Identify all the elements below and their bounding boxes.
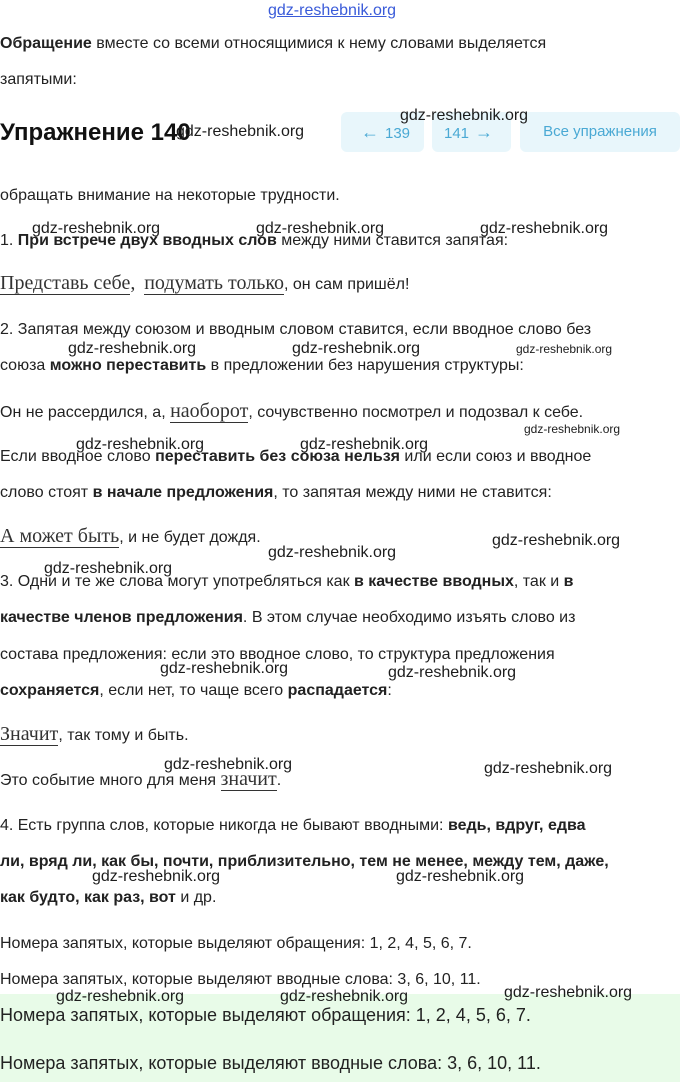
answer-line-2: Номера запятых, которые выделяют вводные слова: 3, 6, 10, 11.	[0, 1053, 541, 1073]
example-2-rest: , сочувственно посмотрел и подозвал к себе.	[248, 404, 584, 421]
watermark: gdz-reshebnik.org	[504, 984, 633, 1001]
example-3	[0, 525, 261, 548]
rule-4-l2-rest: . В этом случае необходимо изъять слово из	[242, 609, 576, 626]
watermark: gdz-reshebnik.org	[256, 220, 385, 237]
rule-2-a: союза	[0, 357, 50, 374]
watermark: gdz-reshebnik.org	[516, 342, 613, 356]
watermark: gdz-reshebnik.org	[268, 544, 397, 561]
rule-3-rest: или если союз и вводное	[399, 448, 592, 465]
watermark: gdz-reshebnik.org	[292, 340, 421, 357]
example-3-word: А может быть	[0, 525, 120, 547]
rule-3-l2-bold: в начале предложения	[92, 484, 274, 501]
arrow-left-icon: ←	[360, 122, 379, 142]
intro-bold: Обращение	[0, 35, 92, 52]
example-2-word: наоборот	[170, 400, 249, 422]
all-exercises-button[interactable]: Все упражнения	[520, 112, 680, 152]
rule-2-line-1: 2. Запятая между союзом и вводным словом ставится, если вводное слово без	[0, 321, 592, 338]
watermark: gdz-reshebnik.org	[388, 664, 517, 681]
example-5-word: значит	[220, 768, 277, 790]
rule-3-bold: переставить без союза нельзя	[155, 448, 400, 465]
rule-1-num: 1.	[0, 232, 18, 249]
watermark: gdz-reshebnik.org	[492, 532, 621, 549]
rule-4-bold-1: в качестве вводных	[354, 573, 514, 590]
rule-5-l3-rest: и др.	[175, 889, 217, 906]
rule-4-l4-end: :	[387, 682, 392, 699]
example-1-rest: , он сам пришёл!	[284, 276, 410, 293]
arrow-right-icon: →	[475, 122, 494, 142]
watermark: gdz-reshebnik.org	[92, 868, 221, 885]
example-2-a: Он не рассердился, а,	[0, 404, 171, 421]
example-4-word: Значит	[0, 723, 59, 745]
rule-3-l2-a: слово стоят	[0, 484, 93, 501]
rule-5-a: 4. Есть группа слов, которые никогда не бывают вводными:	[0, 817, 448, 834]
rule-5-bold: ведь, вдруг, едва	[447, 817, 586, 834]
watermark: gdz-reshebnik.org	[300, 436, 429, 453]
rule-3-a: Если вводное слово	[0, 448, 156, 465]
example-4	[0, 723, 189, 746]
watermark: gdz-reshebnik.org	[76, 436, 205, 453]
theory-line-attention: обращать внимание на некоторые трудности.	[0, 187, 340, 204]
example-3-rest: , и не будет дождя.	[119, 529, 261, 546]
rule-3-l2-rest: , то запятая между ними не ставится:	[273, 484, 552, 501]
intro-rest: вместе со всеми относящимися к нему словами выделяется	[91, 35, 547, 52]
example-5-end: .	[276, 772, 282, 789]
rule-4-line-2	[0, 608, 575, 628]
rule-4-l2-bold: качестве членов предложения	[0, 609, 243, 626]
rule-4-line-3: состава предложения: если это вводное слово, то структура предложения	[0, 646, 555, 663]
rule-5-line-3	[0, 888, 216, 908]
rule-4-mid: , так и	[513, 573, 564, 590]
page-title: Упражнение 140	[0, 119, 191, 146]
next-exercise-label: 141	[443, 125, 470, 142]
rule-4-bold-2: в	[563, 573, 574, 590]
rule-4-l4-bold-1: сохраняется	[0, 682, 100, 699]
rule-1-rest: между ними ставится запятая:	[276, 232, 509, 249]
rule-4-line-4	[0, 681, 392, 701]
intro-line-1	[0, 34, 546, 54]
watermark: gdz-reshebnik.org	[32, 220, 161, 237]
rule-4-l4-mid: , если нет, то чаще всего	[99, 682, 288, 699]
example-4-rest: , так тому и быть.	[58, 727, 189, 744]
intro-line-2: запятыми:	[0, 71, 77, 88]
rule-5-l3-bold: как будто, как раз, вот	[0, 889, 176, 906]
watermark: gdz-reshebnik.org	[44, 560, 173, 577]
rule-2-bold: можно переставить	[49, 357, 207, 374]
watermark: gdz-reshebnik.org	[160, 660, 289, 677]
answer-line-1: Номера запятых, которые выделяют обращения: 1, 2, 4, 5, 6, 7.	[0, 1005, 531, 1025]
example-2	[0, 400, 583, 423]
rule-1-bold: При встрече двух вводных слов	[17, 232, 277, 249]
rule-2-rest: в предложении без нарушения структуры:	[206, 357, 524, 374]
rule-4-a: 3. Одни и те же слова могут употребляться как	[0, 573, 355, 590]
watermark: gdz-reshebnik.org	[396, 868, 525, 885]
example-5-a: Это событие много для меня	[0, 772, 221, 789]
example-1-word-b: подумать только	[144, 272, 285, 294]
watermark: gdz-reshebnik.org	[480, 220, 609, 237]
example-1-word-a: Представь себе	[0, 272, 131, 294]
watermark: gdz-reshebnik.org	[484, 760, 613, 777]
rule-5-line-1	[0, 816, 586, 836]
watermark-link[interactable]: gdz-reshebnik.org	[268, 2, 397, 19]
rule-2-line-2	[0, 356, 524, 376]
watermark: gdz-reshebnik.org	[176, 123, 305, 140]
result-line-2: Номера запятых, которые выделяют вводные слова: 3, 6, 10, 11.	[0, 971, 481, 988]
watermark: gdz-reshebnik.org	[68, 340, 197, 357]
example-1	[0, 272, 409, 295]
watermark: gdz-reshebnik.org	[524, 422, 621, 436]
rule-5-l2-bold: ли, вряд ли, как бы, почти, приблизительно, тем не менее, между тем, даже,	[0, 853, 609, 870]
watermark: gdz-reshebnik.org	[164, 756, 293, 773]
example-1-comma: ,	[130, 272, 136, 294]
watermark: gdz-reshebnik.org	[400, 107, 529, 124]
watermark: gdz-reshebnik.org	[56, 988, 185, 1005]
watermark: gdz-reshebnik.org	[280, 988, 409, 1005]
rule-3-line-2	[0, 483, 552, 503]
prev-exercise-label: 139	[384, 125, 411, 142]
rule-4-l4-bold-2: распадается	[287, 682, 388, 699]
result-line-1: Номера запятых, которые выделяют обращения: 1, 2, 4, 5, 6, 7.	[0, 935, 472, 952]
